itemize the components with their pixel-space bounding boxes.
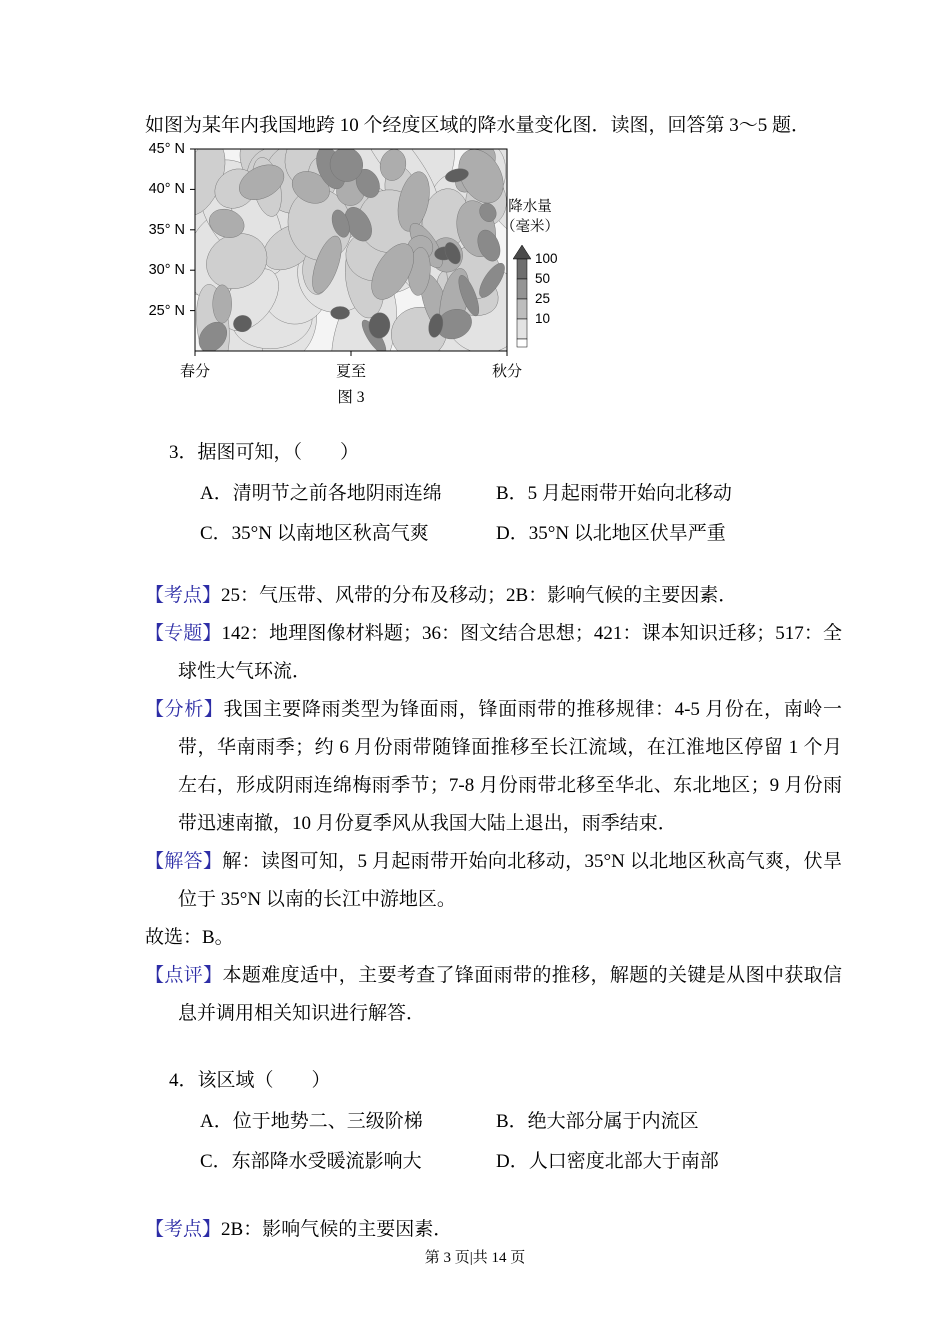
question-4 bbox=[145, 1067, 842, 1175]
zhuanti-text: 142：地理图像材料题；36：图文结合思想；421：课本知识迁移；517：全球性大气环流． bbox=[178, 623, 842, 682]
section-kaodian-2 bbox=[145, 1211, 842, 1249]
answer-analysis-sections bbox=[145, 577, 842, 1033]
x-axis-tick-label: 夏至 bbox=[335, 364, 366, 380]
kaodian-label: 【考点】 bbox=[145, 585, 222, 606]
q4-options-row-2 bbox=[145, 1148, 842, 1175]
dianping-text: 本题难度适中，主要考查了锋面雨带的推移，解题的关键是从图中获取信息并调用相关知识进行解答． bbox=[178, 965, 842, 1024]
contour-shading-field bbox=[187, 147, 517, 361]
zhuanti-label: 【专题】 bbox=[145, 623, 222, 644]
dianping-label: 【点评】 bbox=[145, 965, 223, 986]
q4-options-row-1 bbox=[145, 1108, 842, 1135]
fenxi-label: 【分析】 bbox=[145, 699, 224, 720]
q4-option-b: B．绝大部分属于内流区 bbox=[496, 1111, 699, 1132]
y-axis-tick-label: 45° N bbox=[148, 141, 185, 157]
x-axis-tick-label: 春分 bbox=[179, 364, 210, 380]
y-axis-tick-label: 35° N bbox=[148, 221, 185, 238]
figure-caption: 图 3 bbox=[337, 389, 365, 406]
section-jieda bbox=[145, 843, 842, 919]
legend-title-line2: （毫米） bbox=[501, 219, 559, 235]
q4-option-c: C．东部降水受暖流影响大 bbox=[200, 1151, 422, 1172]
fenxi-text: 我国主要降雨类型为锋面雨，锋面雨带的推移规律：4-5 月份在，南岭一带，华南雨季；约 6 月份雨带随锋面推移至长江流域，在江淮地区停留 1 个月左右，形成阴雨连绵梅雨季节；7-8 月份雨带北移至华北、东北地区；9 月份雨带迅速南撤，10 月份夏季风从我国大陆上退出，雨季结束． bbox=[178, 699, 842, 834]
kaodian-text: 25：气压带、风带的分布及移动；2B：影响气候的主要因素． bbox=[221, 585, 738, 606]
q3-stem: 3．据图可知，（ ） bbox=[169, 442, 360, 463]
legend-level-label: 50 bbox=[535, 271, 551, 286]
legend-scale-bar bbox=[513, 245, 531, 349]
question-3 bbox=[145, 439, 842, 547]
jieda-label: 【解答】 bbox=[145, 851, 223, 872]
answer-line: 故选：B。 bbox=[145, 927, 234, 948]
legend-level-label: 25 bbox=[535, 291, 551, 306]
q4-option-a: A．位于地势二、三级阶梯 bbox=[200, 1111, 423, 1132]
q4-stem: 4．该区域（ ） bbox=[169, 1070, 331, 1091]
q3-options-row-1 bbox=[145, 480, 842, 507]
precipitation-contour-plot bbox=[187, 147, 517, 361]
q3-option-c: C．35°N 以南地区秋高气爽 bbox=[200, 523, 429, 544]
legend-title bbox=[497, 197, 563, 237]
kaodian2-text: 2B：影响气候的主要因素． bbox=[221, 1219, 453, 1240]
section-zhuanti bbox=[145, 615, 842, 691]
section-dianping bbox=[145, 957, 842, 1033]
footer-page-indicator: 第 3 页|共 14 页 bbox=[424, 1250, 526, 1266]
kaodian2-label: 【考点】 bbox=[145, 1219, 222, 1240]
legend-level-label: 100 bbox=[535, 251, 558, 266]
q3-options-row-2 bbox=[145, 520, 842, 547]
section-fenxi bbox=[145, 691, 842, 843]
y-axis-tick-label: 30° N bbox=[148, 262, 185, 279]
q4-option-d: D．人口密度北部大于南部 bbox=[496, 1151, 719, 1172]
q3-option-b: B．5 月起雨带开始向北移动 bbox=[496, 483, 732, 504]
legend-level-label: 10 bbox=[535, 311, 551, 326]
y-axis-tick-label: 25° N bbox=[148, 302, 185, 319]
precipitation-chart-figure bbox=[145, 141, 585, 409]
q3-option-d: D．35°N 以北地区伏旱严重 bbox=[496, 523, 726, 544]
y-axis-tick-label: 40° N bbox=[148, 181, 185, 198]
legend-title-line1: 降水量 bbox=[508, 199, 552, 215]
q3-option-a: A．清明节之前各地阴雨连绵 bbox=[200, 483, 442, 504]
x-axis-tick-label: 秋分 bbox=[491, 364, 522, 380]
question-intro-text: 如图为某年内我国地跨 10 个经度区域的降水量变化图．读图，回答第 3～5 题． bbox=[145, 115, 811, 136]
section-kaodian bbox=[145, 577, 842, 615]
q4-analysis-sections bbox=[145, 1211, 842, 1249]
jieda-text: 解：读图可知，5 月起雨带开始向北移动，35°N 以北地区秋高气爽，伏旱位于 35°N 以南的长江中游地区。 bbox=[178, 851, 842, 910]
